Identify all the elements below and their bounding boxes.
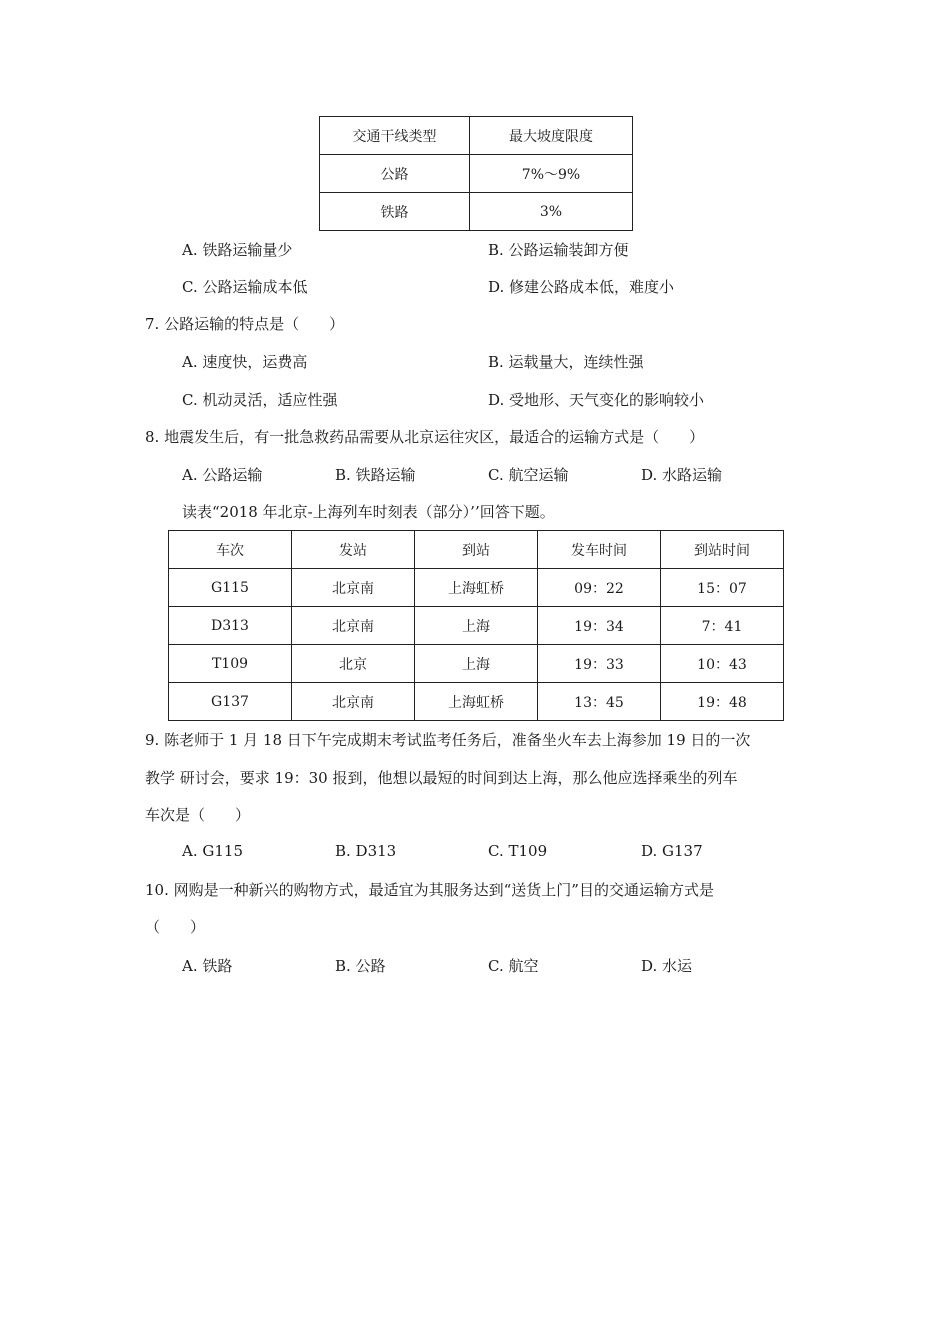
table-cell: 13：45 (538, 683, 661, 721)
table-header-row (169, 531, 784, 569)
table-row (169, 683, 784, 721)
table-cell: 上海虹桥 (415, 569, 538, 607)
q9-stem-line-3: 车次是（ ） (145, 806, 251, 824)
table-row (169, 569, 784, 607)
table-cell: 铁路 (320, 193, 470, 231)
q9-option-c: C. T109 (488, 842, 548, 860)
table-header-row (320, 117, 633, 155)
table-row (169, 607, 784, 645)
q7-stem: 7. 公路运输的特点是（ ） (145, 315, 345, 333)
q10-option-c: C. 航空 (488, 957, 539, 975)
q10-stem-line-2: （ ） (145, 918, 206, 936)
q8-option-a: A. 公路运输 (182, 466, 263, 484)
train-timetable (168, 530, 784, 721)
q8-stem: 8. 地震发生后，有一批急救药品需要从北京运往灾区，最适合的运输方式是（ ） (145, 428, 705, 446)
table-cell: D313 (169, 607, 292, 645)
table-cell: 北京南 (292, 569, 415, 607)
table-row (320, 155, 633, 193)
table-header-cell: 最大坡度限度 (470, 117, 633, 155)
table-cell: 10：43 (661, 645, 784, 683)
table-cell: 上海 (415, 645, 538, 683)
table-cell: 19：34 (538, 607, 661, 645)
q6-option-d: D. 修建公路成本低，难度小 (488, 278, 675, 296)
q6-option-c: C. 公路运输成本低 (182, 278, 308, 296)
table-cell: 7%～9% (470, 155, 633, 193)
q7-option-b: B. 运载量大，连续性强 (488, 353, 644, 371)
table-cell: 7：41 (661, 607, 784, 645)
q6-option-a: A. 铁路运输量少 (182, 241, 293, 259)
table-header-cell: 交通干线类型 (320, 117, 470, 155)
table-cell: 上海虹桥 (415, 683, 538, 721)
table-cell: 19：48 (661, 683, 784, 721)
table-cell: G137 (169, 683, 292, 721)
slope-table (319, 116, 633, 231)
q9-option-d: D. G137 (641, 842, 703, 860)
table-cell: 北京 (292, 645, 415, 683)
q10-stem-line-1: 10. 网购是一种新兴的购物方式，最适宜为其服务达到“送货上门”目的交通运输方式是 (145, 881, 714, 899)
q9-option-b: B. D313 (335, 842, 397, 860)
table-header-cell: 发车时间 (538, 531, 661, 569)
q10-option-a: A. 铁路 (182, 957, 233, 975)
q7-option-a: A. 速度快，运费高 (182, 353, 308, 371)
table-cell: 19：33 (538, 645, 661, 683)
q8-option-d: D. 水路运输 (641, 466, 723, 484)
q9-option-a: A. G115 (182, 842, 243, 860)
table-header-cell: 车次 (169, 531, 292, 569)
table-cell: 北京南 (292, 607, 415, 645)
q6-option-b: B. 公路运输装卸方便 (488, 241, 629, 259)
q10-option-d: D. 水运 (641, 957, 693, 975)
q7-option-d: D. 受地形、天气变化的影响较小 (488, 391, 705, 409)
table-row (320, 193, 633, 231)
q9-stem-line-1: 9. 陈老师于 1 月 18 日下午完成期末考试监考任务后，准备坐火车去上海参加 19 日的一次 (145, 731, 751, 749)
timetable-intro: 读表“2018 年北京-上海列车时刻表（部分）’’回答下题。 (182, 503, 555, 521)
table-row (169, 645, 784, 683)
q10-option-b: B. 公路 (335, 957, 386, 975)
q8-option-c: C. 航空运输 (488, 466, 569, 484)
table-header-cell: 发站 (292, 531, 415, 569)
table-cell: T109 (169, 645, 292, 683)
table-header-cell: 到站时间 (661, 531, 784, 569)
table-cell: 公路 (320, 155, 470, 193)
table-cell: 3% (470, 193, 633, 231)
q7-option-c: C. 机动灵活，适应性强 (182, 391, 338, 409)
q9-stem-line-2: 教学 研讨会，要求 19：30 报到，他想以最短的时间到达上海，那么他应选择乘坐的列车 (145, 769, 738, 787)
table-header-cell: 到站 (415, 531, 538, 569)
table-cell: 09：22 (538, 569, 661, 607)
q8-option-b: B. 铁路运输 (335, 466, 416, 484)
table-cell: 上海 (415, 607, 538, 645)
table-cell: 15：07 (661, 569, 784, 607)
table-cell: 北京南 (292, 683, 415, 721)
table-cell: G115 (169, 569, 292, 607)
